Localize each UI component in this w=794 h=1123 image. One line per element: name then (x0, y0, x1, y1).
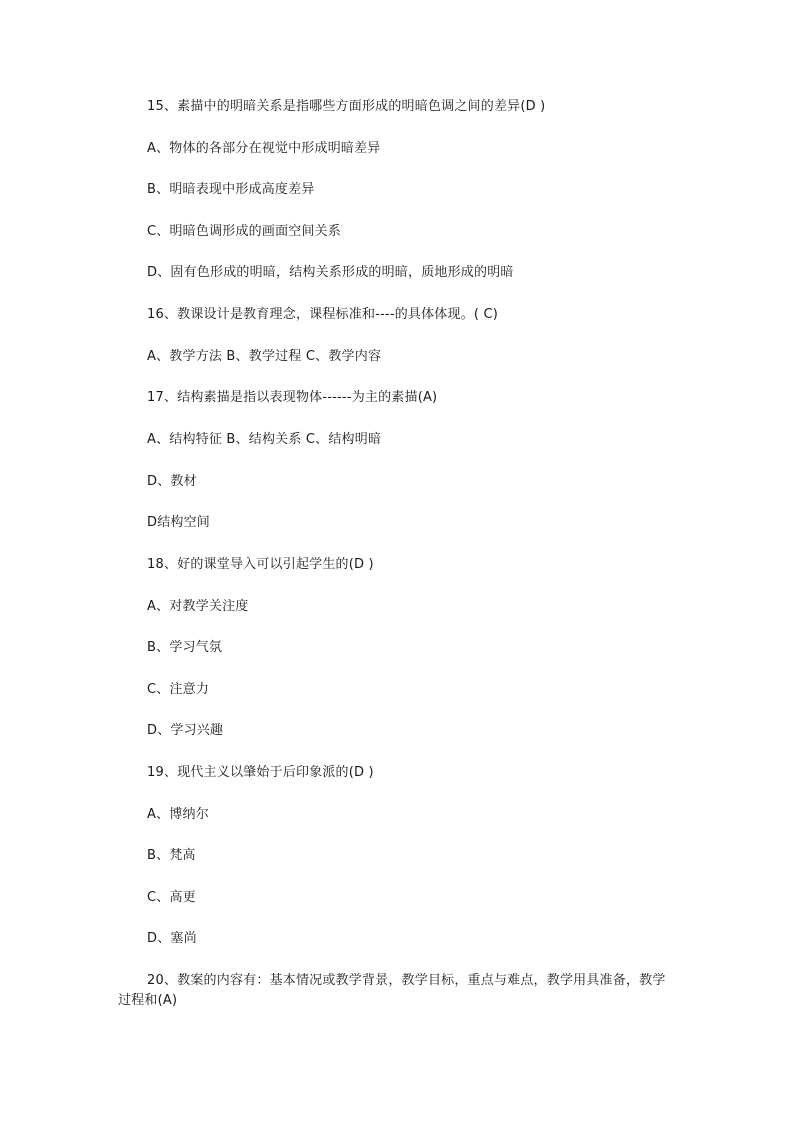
question-16-text: 16、教课设计是教育理念，课程标准和----的具体体现。( C) (147, 307, 499, 322)
question-19-option-c: C、高更 (147, 890, 196, 905)
question-15-option-d: D、固有色形成的明暗，结构关系形成的明暗，质地形成的明暗 (147, 265, 514, 280)
question-17-option-d-alt: D结构空间 (147, 515, 211, 530)
question-18-option-d: D、学习兴趣 (147, 723, 224, 738)
question-18-option-a: A、对教学关注度 (147, 599, 249, 614)
question-15-option-b: B、明暗表现中形成高度差异 (147, 182, 315, 197)
question-15-option-a: A、物体的各部分在视觉中形成明暗差异 (147, 141, 381, 156)
question-18-option-c: C、注意力 (147, 682, 210, 697)
question-15-text: 15、素描中的明暗关系是指哪些方面形成的明暗色调之间的差异(D ) (147, 99, 546, 114)
question-19-option-d: D、塞尚 (147, 931, 197, 946)
question-19-text: 19、现代主义以肇始于后印象派的(D ) (147, 765, 374, 780)
question-16-options: A、教学方法 B、教学过程 C、教学内容 (147, 349, 382, 364)
question-17-options: A、结构特征 B、结构关系 C、结构明暗 (147, 432, 382, 447)
question-20-text: 20、教案的内容有：基本情况或教学背景，教学目标，重点与难点，教学用具准备，教学过程和(A) (118, 973, 666, 1008)
question-17-option-d: D、教材 (147, 474, 197, 489)
question-19-option-a: A、博纳尔 (147, 807, 209, 822)
question-19-option-b: B、梵高 (147, 848, 196, 863)
question-15-option-c: C、明暗色调形成的画面空间关系 (147, 224, 342, 239)
question-18-option-b: B、学习气氛 (147, 640, 223, 655)
question-18-text: 18、好的课堂导入可以引起学生的(D ) (147, 557, 374, 572)
question-17-text: 17、结构素描是指以表现物体------为主的素描(A) (147, 390, 438, 405)
